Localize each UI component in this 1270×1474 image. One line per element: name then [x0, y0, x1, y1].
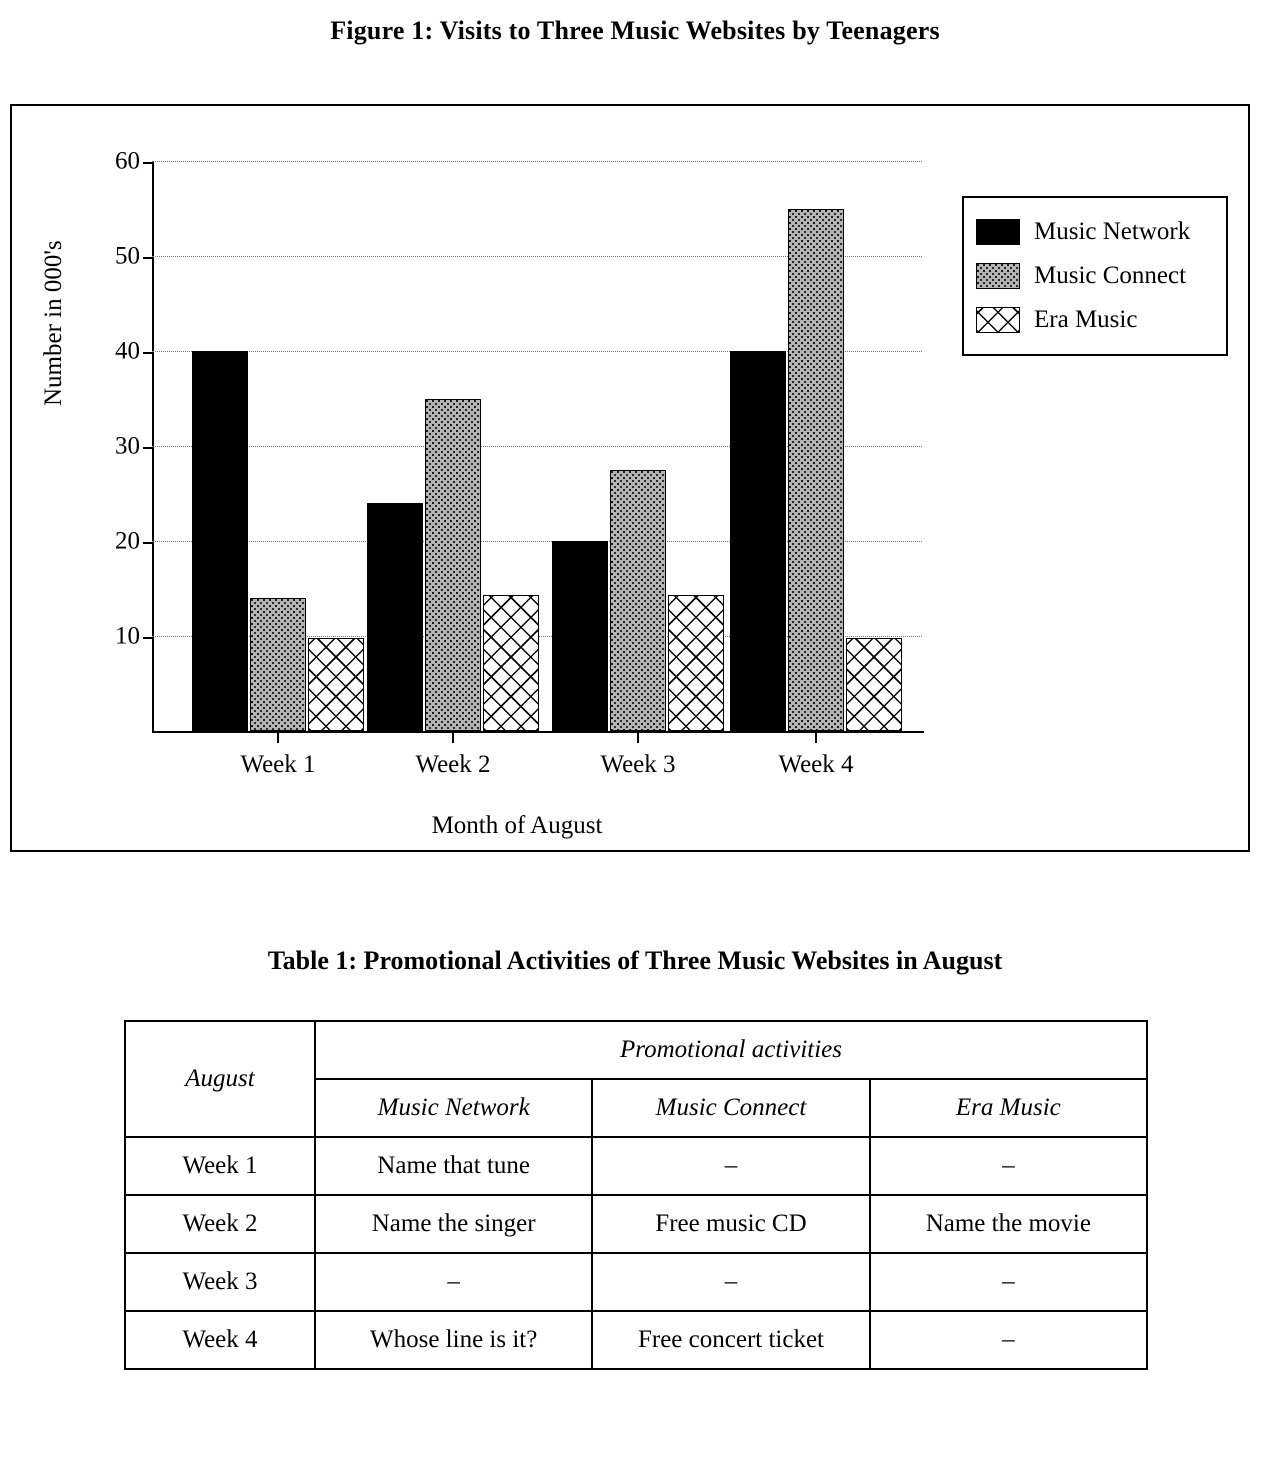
- table-cell: –: [315, 1253, 592, 1311]
- table-cell: –: [870, 1253, 1147, 1311]
- legend-swatch: [976, 219, 1020, 245]
- bar-music-connect: [250, 598, 306, 731]
- bar-group: [192, 161, 377, 731]
- table-cell: Free concert ticket: [592, 1311, 869, 1369]
- chart-legend: [962, 196, 1228, 356]
- legend-label: Music Connect: [1034, 262, 1187, 289]
- bar-era-music: [668, 595, 724, 731]
- table-column-header: Music Connect: [592, 1079, 869, 1137]
- y-tick-mark: [143, 257, 152, 259]
- table-cell: Whose line is it?: [315, 1311, 592, 1369]
- bar-music-connect: [425, 399, 481, 732]
- table-row: [125, 1137, 1147, 1195]
- y-tick-label: 30: [115, 432, 140, 460]
- chart-area: [12, 106, 1248, 850]
- y-tick-label: 10: [115, 622, 140, 650]
- table-cell: Free music CD: [592, 1195, 869, 1253]
- bar-music-connect: [610, 470, 666, 731]
- figure-title: Figure 1: Visits to Three Music Websites by Teenagers: [330, 16, 940, 45]
- y-tick-label: 40: [115, 337, 140, 365]
- table-cell: –: [592, 1253, 869, 1311]
- y-tick-label: 50: [115, 242, 140, 270]
- y-tick-mark: [143, 637, 152, 639]
- table-row: [125, 1253, 1147, 1311]
- chart-frame: [10, 104, 1250, 852]
- y-tick-mark: [143, 542, 152, 544]
- legend-item: [976, 298, 1210, 342]
- table-header-row-1: [125, 1021, 1147, 1079]
- y-tick-mark: [143, 447, 152, 449]
- x-tick-label: Week 1: [240, 751, 316, 778]
- bar-era-music: [308, 638, 364, 731]
- legend-swatch: [976, 307, 1020, 333]
- table-cell: –: [870, 1137, 1147, 1195]
- x-tick-label: Week 2: [415, 751, 491, 778]
- table-row-label: Week 3: [125, 1253, 315, 1311]
- y-axis-title: Number in 000's: [40, 240, 67, 406]
- bar-music-network: [552, 541, 608, 731]
- x-tick-mark: [452, 731, 454, 743]
- y-tick-mark: [143, 162, 152, 164]
- x-tick-mark: [277, 731, 279, 743]
- table-cell: Name the singer: [315, 1195, 592, 1253]
- bar-music-network: [192, 351, 248, 731]
- bar-era-music: [483, 595, 539, 731]
- legend-item: [976, 254, 1210, 298]
- y-tick-label: 60: [115, 147, 140, 175]
- plot-region: [115, 147, 922, 731]
- legend-label: Music Network: [1034, 218, 1191, 245]
- y-tick-label: 20: [115, 527, 140, 555]
- legend-item: [976, 210, 1210, 254]
- x-tick-mark: [815, 731, 817, 743]
- table-cell: Name the movie: [870, 1195, 1147, 1253]
- bar-music-network: [730, 351, 786, 731]
- bar-group: [730, 161, 915, 731]
- table-row-label: Week 4: [125, 1311, 315, 1369]
- legend-swatch: [976, 263, 1020, 289]
- table-cell: –: [870, 1311, 1147, 1369]
- x-tick-label: Week 3: [600, 751, 676, 778]
- x-axis-title: Month of August: [431, 812, 603, 839]
- table-row-label: Week 1: [125, 1137, 315, 1195]
- table-column-header: Music Network: [315, 1079, 592, 1137]
- y-tick-mark: [143, 352, 152, 354]
- table-row: [125, 1195, 1147, 1253]
- table-title: Table 1: Promotional Activities of Three Music Websites in August: [267, 946, 1003, 975]
- x-axis-line: [152, 731, 924, 733]
- bar-group: [367, 161, 552, 731]
- bar-music-network: [367, 503, 423, 731]
- bar-group: [552, 161, 737, 731]
- table-row: [125, 1311, 1147, 1369]
- table-cell: Name that tune: [315, 1137, 592, 1195]
- legend-label: Era Music: [1034, 306, 1138, 333]
- table-group-header: Promotional activities: [315, 1021, 1147, 1079]
- promotional-activities-table: [124, 1020, 1148, 1370]
- table-cell: –: [592, 1137, 869, 1195]
- x-tick-mark: [637, 731, 639, 743]
- table-row-label: Week 2: [125, 1195, 315, 1253]
- x-tick-label: Week 4: [778, 751, 854, 778]
- table-corner-label: August: [125, 1021, 315, 1137]
- bar-music-connect: [788, 209, 844, 732]
- bar-era-music: [846, 638, 902, 731]
- table-column-header: Era Music: [870, 1079, 1147, 1137]
